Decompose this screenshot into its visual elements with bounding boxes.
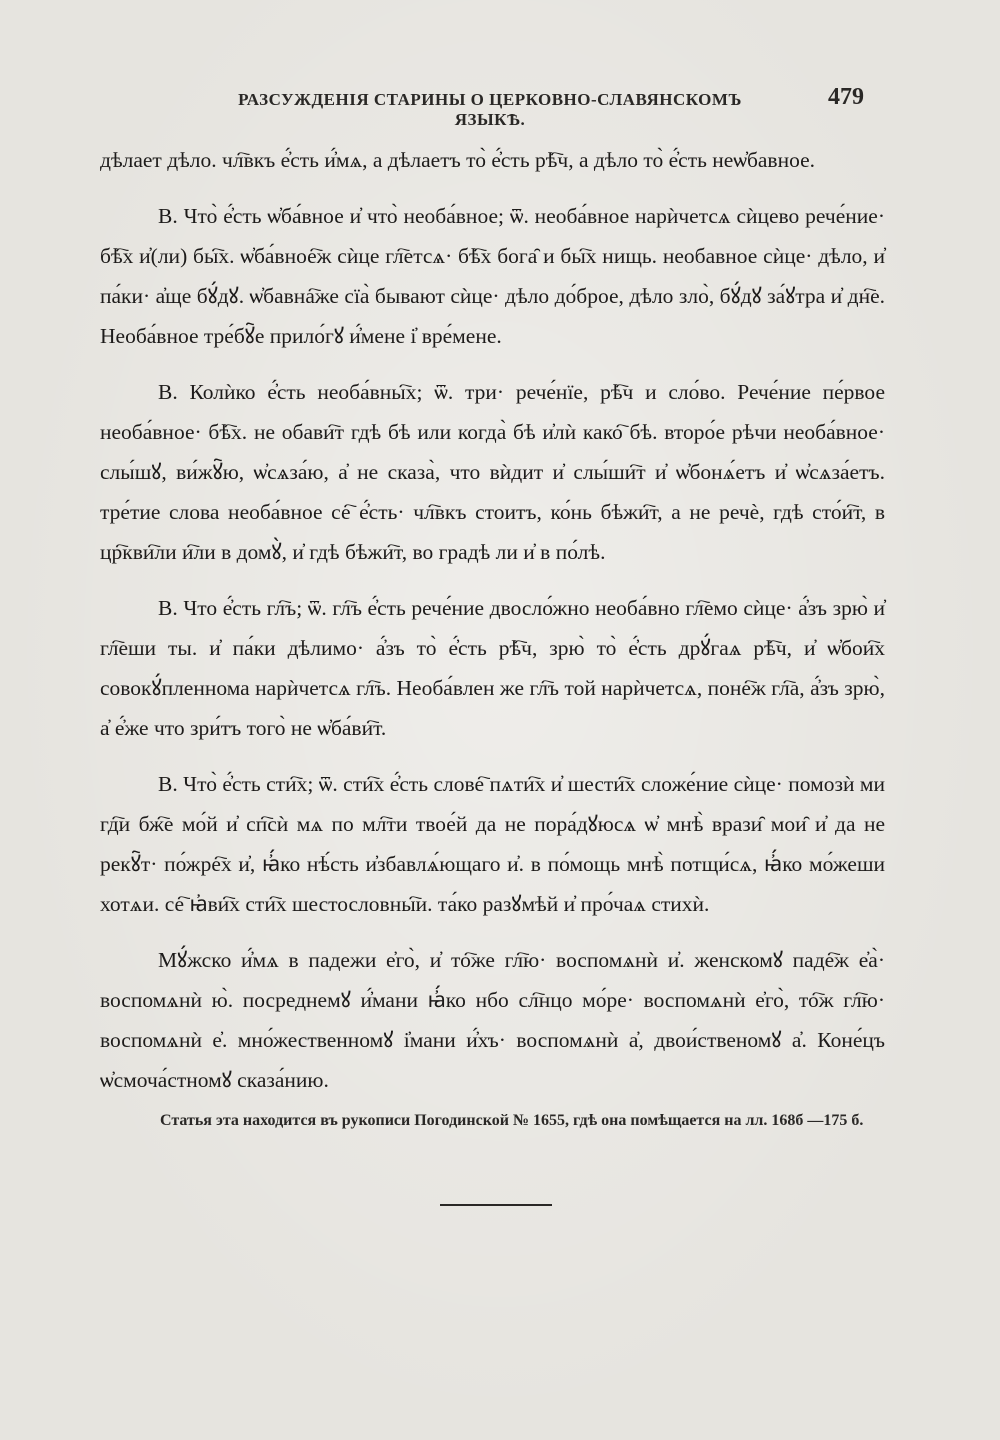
paragraph: дѣлает дѣло. чл҇вкъ е҆́сть и҆́мѧ, а дѣлаетъ то̀ е҆́сть рѣ҇ч, а дѣло то̀ е҆́сть неѡ҆бавное.: [100, 148, 816, 172]
paragraph: В. Что̀ е҆́сть сти҇х; ѿ. сти҇х е҆́сть слове҇ пѧти҇х и҆ шести҇х сложе́ние сѝце· помозѝ ми гд҇и бж҇е мо́й и҆ сп҇сѝ мѧ по мл҇ти твое́й да не пора́дꙋюсѧ ѡ҆ мнѣ̀ врази̑ мои̑ и҆ да не рекꙋ҇т· по́жре҇х и҆, ꙗ҆́ко нѣ́сть и҆збавлѧ́ющаго и҆. в по́мощь мнѣ̀ потщи́сѧ, ꙗ҆́ко мо́жеши хотѧи. се҇ ꙗ҆ви҇х сти҇х шестословны҇и. та́ко разꙋмѣй и҆ про́чаѧ стихѝ.: [100, 772, 885, 916]
main-text: [100, 140, 885, 1116]
paragraph: В. Колѝко е҆́сть необа́вны҇х; ѿ. три· рече́нїе, рѣ҇ч и сло́во. Рече́ние пе́рвое необа́вное· бѣ҇х. не обави҇т гдѣ бѣ или когда̀ бѣ и҆лѝ како҇ бѣ. второ́е рѣчи необа́вное· слы́шꙋ, ви́жꙋ҇ю, ѡ҆сѧза́ю, а҆ не сказа̀, что вѝдит и҆ слы́ши҇т и҆ ѡ҆бонѧ́етъ и҆ ѡ҆сѧза́етъ. тре́тие слова необа́вное се҇ е҆́сть· чл҇вкъ стоитъ, ко́нь бѣжи҇т, а не речѐ, гдѣ сто́и҇т, в цр҇кви҇ли и҇ли в домꙋ̀, и҆ гдѣ бѣжи҇т, во градѣ ли и҆ в по́лѣ.: [100, 380, 885, 564]
paragraph: В. Что̀ е҆́сть ѡ҆ба́вное и҆ что̀ необа́вное; ѿ. необа́вное нарѝчетсѧ сѝцево рече́ние· бѣ҇х и҆(ли) бы҇х. ѡ҆ба́вное҇ж сѝце гл҇етсѧ· бѣ҇х бога̑ и бы҇х нищь. необавное сѝце· дѣло, и҆ па́ки· а҆ще бꙋ́дꙋ. ѡ҆бавна҇же сїа̀ бывают сѝце· дѣло до́брое, дѣло зло̀, бꙋ́дꙋ за́ꙋтра и҆ дн҇е. Необа́вное тре́бꙋ҇е прило́гꙋ и҆́мене і҆ вре́мене.: [100, 204, 885, 348]
footnote-text: Статья эта находится въ рукописи Погодинской № 1655, гдѣ она помѣщается на лл. 168б —175 б.: [160, 1112, 864, 1129]
paragraph: Мꙋ́жско и҆́мѧ в падежи е҆го̀, и҆ то҇же гл҇ю· воспомѧнѝ и҆. женскомꙋ паде҇ж е҆а̀· воспомѧнѝ ю̀. посреднемꙋ и҆́мани ꙗ҆́ко нбо сл҇нцо мо́ре· воспомѧнѝ е҆го̀, то҇ж гл҇ю· воспомѧнѝ е҆. мно́жественномꙋ і҆мани и҆́хъ· воспомѧнѝ а҆, двои́ственомꙋ а҆. Коне́цъ ѡ҆смоча́стномꙋ сказа́нию.: [100, 948, 885, 1092]
page-number: 479: [828, 84, 864, 110]
footnote: [100, 1108, 885, 1134]
end-rule: [440, 1204, 552, 1206]
running-title: РАЗСУЖДЕНІЯ СТАРИНЫ О ЦЕРКОВНО-СЛАВЯНСКОМЪ ЯЗЫКѢ.: [238, 90, 742, 129]
paragraph: В. Что е҆́сть гл҇ъ; ѿ. гл҇ъ е҆́сть рече́ние двосло́жно необа́вно гл҇емо сѝце· а҆́зъ зрю̀ и҆ гл҇еши ты. и҆ па́ки дѣлимо· а҆́зъ то̀ е҆́сть рѣ҇ч, зрю̀ то̀ е҆́сть дрꙋ́гаѧ рѣ҇ч, и҆ ѡ҆бои҇х совокꙋ́пленнома нарѝчетсѧ гл҇ъ. Необа́влен же гл҇ъ той нарѝчетсѧ, поне҇ж гл҇а, а҆́зъ зрю̀, а҆ е҆́же что зри́тъ того̀ не ѡ҆ба́ви҇т.: [100, 596, 885, 740]
